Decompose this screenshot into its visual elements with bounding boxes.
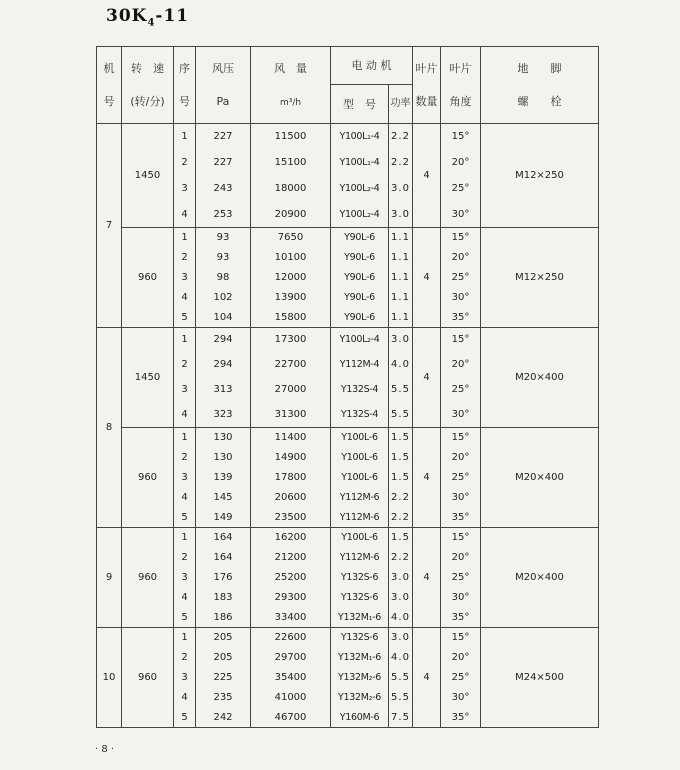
- pressure-cell: 130: [196, 448, 251, 468]
- motor-model-cell: Y132S-6: [331, 588, 389, 608]
- motor-model-cell: Y100L₂-4: [331, 328, 389, 353]
- anchor-bolt-cell: M24×500: [481, 628, 599, 728]
- motor-power-cell: 2.2: [389, 150, 413, 176]
- seq-cell: 1: [174, 228, 196, 248]
- motor-model-cell: Y112M-6: [331, 488, 389, 508]
- seq-cell: 3: [174, 378, 196, 403]
- pressure-cell: 227: [196, 150, 251, 176]
- blade-count-cell: 4: [413, 528, 441, 628]
- motor-power-cell: 3.0: [389, 202, 413, 228]
- pressure-cell: 323: [196, 403, 251, 428]
- flow-cell: 22700: [251, 353, 331, 378]
- flow-cell: 23500: [251, 508, 331, 528]
- anchor-bolt-cell: M20×400: [481, 428, 599, 528]
- page-title: $30K_4-11$: [106, 6, 190, 29]
- blade-count-cell: 4: [413, 428, 441, 528]
- motor-power-cell: 1.1: [389, 268, 413, 288]
- seq-cell: 2: [174, 448, 196, 468]
- flow-cell: 12000: [251, 268, 331, 288]
- blade-angle-cell: 20°: [441, 248, 481, 268]
- header-machine-no: 机 号: [97, 47, 122, 124]
- motor-model-cell: Y132M₂-6: [331, 688, 389, 708]
- pressure-cell: 130: [196, 428, 251, 448]
- motor-power-cell: 1.1: [389, 248, 413, 268]
- motor-power-cell: 3.0: [389, 176, 413, 202]
- flow-cell: 35400: [251, 668, 331, 688]
- blade-angle-cell: 30°: [441, 688, 481, 708]
- flow-cell: 15800: [251, 308, 331, 328]
- pressure-cell: 149: [196, 508, 251, 528]
- blade-angle-cell: 20°: [441, 648, 481, 668]
- anchor-bolt-cell: M20×400: [481, 528, 599, 628]
- motor-model-cell: Y100L₂-4: [331, 202, 389, 228]
- motor-model-cell: Y132M₁-6: [331, 648, 389, 668]
- motor-power-cell: 4.0: [389, 648, 413, 668]
- table-row: [97, 328, 599, 353]
- speed-cell: 960: [122, 228, 174, 328]
- blade-angle-cell: 25°: [441, 468, 481, 488]
- header-blade-angle: 叶片 角度: [441, 47, 481, 124]
- seq-cell: 5: [174, 508, 196, 528]
- seq-cell: 4: [174, 688, 196, 708]
- blade-angle-cell: 15°: [441, 528, 481, 548]
- blade-angle-cell: 30°: [441, 403, 481, 428]
- motor-power-cell: 3.0: [389, 328, 413, 353]
- blade-angle-cell: 20°: [441, 150, 481, 176]
- blade-count-cell: 4: [413, 124, 441, 228]
- motor-model-cell: Y90L-6: [331, 268, 389, 288]
- motor-power-cell: 1.5: [389, 428, 413, 448]
- flow-cell: 31300: [251, 403, 331, 428]
- pressure-cell: 93: [196, 228, 251, 248]
- pressure-cell: 102: [196, 288, 251, 308]
- pressure-cell: 176: [196, 568, 251, 588]
- table-row: [97, 628, 599, 648]
- flow-cell: 10100: [251, 248, 331, 268]
- header-blade-count: 叶片 数量: [413, 47, 441, 124]
- blade-angle-cell: 30°: [441, 288, 481, 308]
- flow-cell: 25200: [251, 568, 331, 588]
- flow-cell: 46700: [251, 708, 331, 728]
- header-motor: 电 动 机: [331, 47, 413, 85]
- flow-cell: 15100: [251, 150, 331, 176]
- motor-power-cell: 2.2: [389, 548, 413, 568]
- motor-power-cell: 5.5: [389, 668, 413, 688]
- blade-count-cell: 4: [413, 328, 441, 428]
- table-row: [97, 228, 599, 248]
- blade-angle-cell: 15°: [441, 228, 481, 248]
- seq-cell: 2: [174, 548, 196, 568]
- blade-angle-cell: 35°: [441, 508, 481, 528]
- machine-number-cell: 8: [97, 328, 122, 528]
- seq-cell: 3: [174, 568, 196, 588]
- motor-power-cell: 1.5: [389, 528, 413, 548]
- motor-model-cell: Y112M-4: [331, 353, 389, 378]
- motor-power-cell: 7.5: [389, 708, 413, 728]
- pressure-cell: 205: [196, 648, 251, 668]
- flow-cell: 22600: [251, 628, 331, 648]
- flow-cell: 27000: [251, 378, 331, 403]
- speed-cell: 1450: [122, 124, 174, 228]
- motor-model-cell: Y100L₁-4: [331, 150, 389, 176]
- motor-model-cell: Y112M-6: [331, 548, 389, 568]
- header-speed: 转 速 (转/分): [122, 47, 174, 124]
- motor-power-cell: 1.1: [389, 308, 413, 328]
- flow-cell: 21200: [251, 548, 331, 568]
- motor-model-cell: Y132M₂-6: [331, 668, 389, 688]
- anchor-bolt-cell: M12×250: [481, 228, 599, 328]
- motor-model-cell: Y160M-6: [331, 708, 389, 728]
- motor-model-cell: Y132S-4: [331, 403, 389, 428]
- blade-angle-cell: 30°: [441, 488, 481, 508]
- motor-model-cell: Y90L-6: [331, 308, 389, 328]
- pressure-cell: 186: [196, 608, 251, 628]
- pressure-cell: 104: [196, 308, 251, 328]
- motor-power-cell: 4.0: [389, 608, 413, 628]
- blade-angle-cell: 25°: [441, 268, 481, 288]
- flow-cell: 11400: [251, 428, 331, 448]
- seq-cell: 5: [174, 608, 196, 628]
- flow-cell: 16200: [251, 528, 331, 548]
- seq-cell: 1: [174, 328, 196, 353]
- flow-cell: 14900: [251, 448, 331, 468]
- header-motor-model: 型 号: [331, 85, 389, 124]
- pressure-cell: 253: [196, 202, 251, 228]
- blade-angle-cell: 30°: [441, 202, 481, 228]
- blade-angle-cell: 25°: [441, 668, 481, 688]
- motor-model-cell: Y100L-6: [331, 428, 389, 448]
- motor-power-cell: 5.5: [389, 378, 413, 403]
- seq-cell: 4: [174, 488, 196, 508]
- pressure-cell: 98: [196, 268, 251, 288]
- blade-angle-cell: 15°: [441, 124, 481, 150]
- header-anchor-bolt: 地 脚 螺 栓: [481, 47, 599, 124]
- pressure-cell: 242: [196, 708, 251, 728]
- seq-cell: 1: [174, 124, 196, 150]
- blade-angle-cell: 15°: [441, 328, 481, 353]
- pressure-cell: 225: [196, 668, 251, 688]
- seq-cell: 1: [174, 428, 196, 448]
- flow-cell: 13900: [251, 288, 331, 308]
- seq-cell: 1: [174, 628, 196, 648]
- blade-angle-cell: 20°: [441, 353, 481, 378]
- motor-model-cell: Y100L-6: [331, 448, 389, 468]
- pressure-cell: 139: [196, 468, 251, 488]
- table-header: [97, 47, 599, 124]
- blade-angle-cell: 20°: [441, 448, 481, 468]
- motor-power-cell: 1.5: [389, 448, 413, 468]
- pressure-cell: 93: [196, 248, 251, 268]
- seq-cell: 4: [174, 588, 196, 608]
- seq-cell: 4: [174, 403, 196, 428]
- pressure-cell: 235: [196, 688, 251, 708]
- header-flow: 风 量 m³/h: [251, 47, 331, 124]
- seq-cell: 2: [174, 150, 196, 176]
- motor-model-cell: Y100L₂-4: [331, 176, 389, 202]
- machine-number-cell: 9: [97, 528, 122, 628]
- fan-spec-table: [96, 46, 599, 728]
- flow-cell: 33400: [251, 608, 331, 628]
- anchor-bolt-cell: M12×250: [481, 124, 599, 228]
- blade-count-cell: 4: [413, 228, 441, 328]
- seq-cell: 3: [174, 668, 196, 688]
- motor-model-cell: Y90L-6: [331, 248, 389, 268]
- motor-power-cell: 4.0: [389, 353, 413, 378]
- pressure-cell: 164: [196, 548, 251, 568]
- seq-cell: 2: [174, 248, 196, 268]
- seq-cell: 2: [174, 648, 196, 668]
- flow-cell: 41000: [251, 688, 331, 708]
- flow-cell: 17800: [251, 468, 331, 488]
- motor-model-cell: Y90L-6: [331, 288, 389, 308]
- flow-cell: 18000: [251, 176, 331, 202]
- seq-cell: 4: [174, 202, 196, 228]
- speed-cell: 960: [122, 528, 174, 628]
- motor-power-cell: 2.2: [389, 508, 413, 528]
- flow-cell: 11500: [251, 124, 331, 150]
- blade-angle-cell: 25°: [441, 378, 481, 403]
- seq-cell: 2: [174, 353, 196, 378]
- flow-cell: 20600: [251, 488, 331, 508]
- motor-power-cell: 3.0: [389, 568, 413, 588]
- flow-cell: 29300: [251, 588, 331, 608]
- pressure-cell: 145: [196, 488, 251, 508]
- blade-angle-cell: 25°: [441, 176, 481, 202]
- blade-count-cell: 4: [413, 628, 441, 728]
- flow-cell: 7650: [251, 228, 331, 248]
- table-row: [97, 528, 599, 548]
- flow-cell: 29700: [251, 648, 331, 668]
- header-seq: 序 号: [174, 47, 196, 124]
- speed-cell: 960: [122, 428, 174, 528]
- blade-angle-cell: 35°: [441, 308, 481, 328]
- speed-cell: 1450: [122, 328, 174, 428]
- anchor-bolt-cell: M20×400: [481, 328, 599, 428]
- pressure-cell: 294: [196, 353, 251, 378]
- motor-power-cell: 3.0: [389, 628, 413, 648]
- motor-power-cell: 2.2: [389, 488, 413, 508]
- table-row: [97, 124, 599, 150]
- table-body: [97, 124, 599, 728]
- pressure-cell: 183: [196, 588, 251, 608]
- seq-cell: 3: [174, 268, 196, 288]
- table-row: [97, 428, 599, 448]
- seq-cell: 5: [174, 708, 196, 728]
- motor-power-cell: 1.5: [389, 468, 413, 488]
- motor-power-cell: 5.5: [389, 403, 413, 428]
- motor-power-cell: 5.5: [389, 688, 413, 708]
- blade-angle-cell: 15°: [441, 428, 481, 448]
- motor-model-cell: Y132S-6: [331, 568, 389, 588]
- motor-power-cell: 2.2: [389, 124, 413, 150]
- motor-power-cell: 1.1: [389, 228, 413, 248]
- pressure-cell: 313: [196, 378, 251, 403]
- pressure-cell: 205: [196, 628, 251, 648]
- machine-number-cell: 7: [97, 124, 122, 328]
- motor-model-cell: Y90L-6: [331, 228, 389, 248]
- motor-model-cell: Y132M₁-6: [331, 608, 389, 628]
- motor-model-cell: Y132S-6: [331, 628, 389, 648]
- motor-power-cell: 1.1: [389, 288, 413, 308]
- seq-cell: 3: [174, 468, 196, 488]
- blade-angle-cell: 30°: [441, 588, 481, 608]
- seq-cell: 4: [174, 288, 196, 308]
- blade-angle-cell: 15°: [441, 628, 481, 648]
- seq-cell: 1: [174, 528, 196, 548]
- pressure-cell: 164: [196, 528, 251, 548]
- flow-cell: 17300: [251, 328, 331, 353]
- machine-number-cell: 10: [97, 628, 122, 728]
- blade-angle-cell: 35°: [441, 608, 481, 628]
- motor-model-cell: Y100L-6: [331, 468, 389, 488]
- blade-angle-cell: 20°: [441, 548, 481, 568]
- motor-model-cell: Y100L-6: [331, 528, 389, 548]
- blade-angle-cell: 25°: [441, 568, 481, 588]
- motor-model-cell: Y112M-6: [331, 508, 389, 528]
- seq-cell: 3: [174, 176, 196, 202]
- header-pressure: 风压 Pa: [196, 47, 251, 124]
- pressure-cell: 243: [196, 176, 251, 202]
- speed-cell: 960: [122, 628, 174, 728]
- motor-model-cell: Y132S-4: [331, 378, 389, 403]
- seq-cell: 5: [174, 308, 196, 328]
- motor-power-cell: 3.0: [389, 588, 413, 608]
- page-number: · 8 ·: [95, 744, 115, 755]
- header-motor-power: 功率: [389, 85, 413, 124]
- pressure-cell: 294: [196, 328, 251, 353]
- blade-angle-cell: 35°: [441, 708, 481, 728]
- pressure-cell: 227: [196, 124, 251, 150]
- motor-model-cell: Y100L₁-4: [331, 124, 389, 150]
- flow-cell: 20900: [251, 202, 331, 228]
